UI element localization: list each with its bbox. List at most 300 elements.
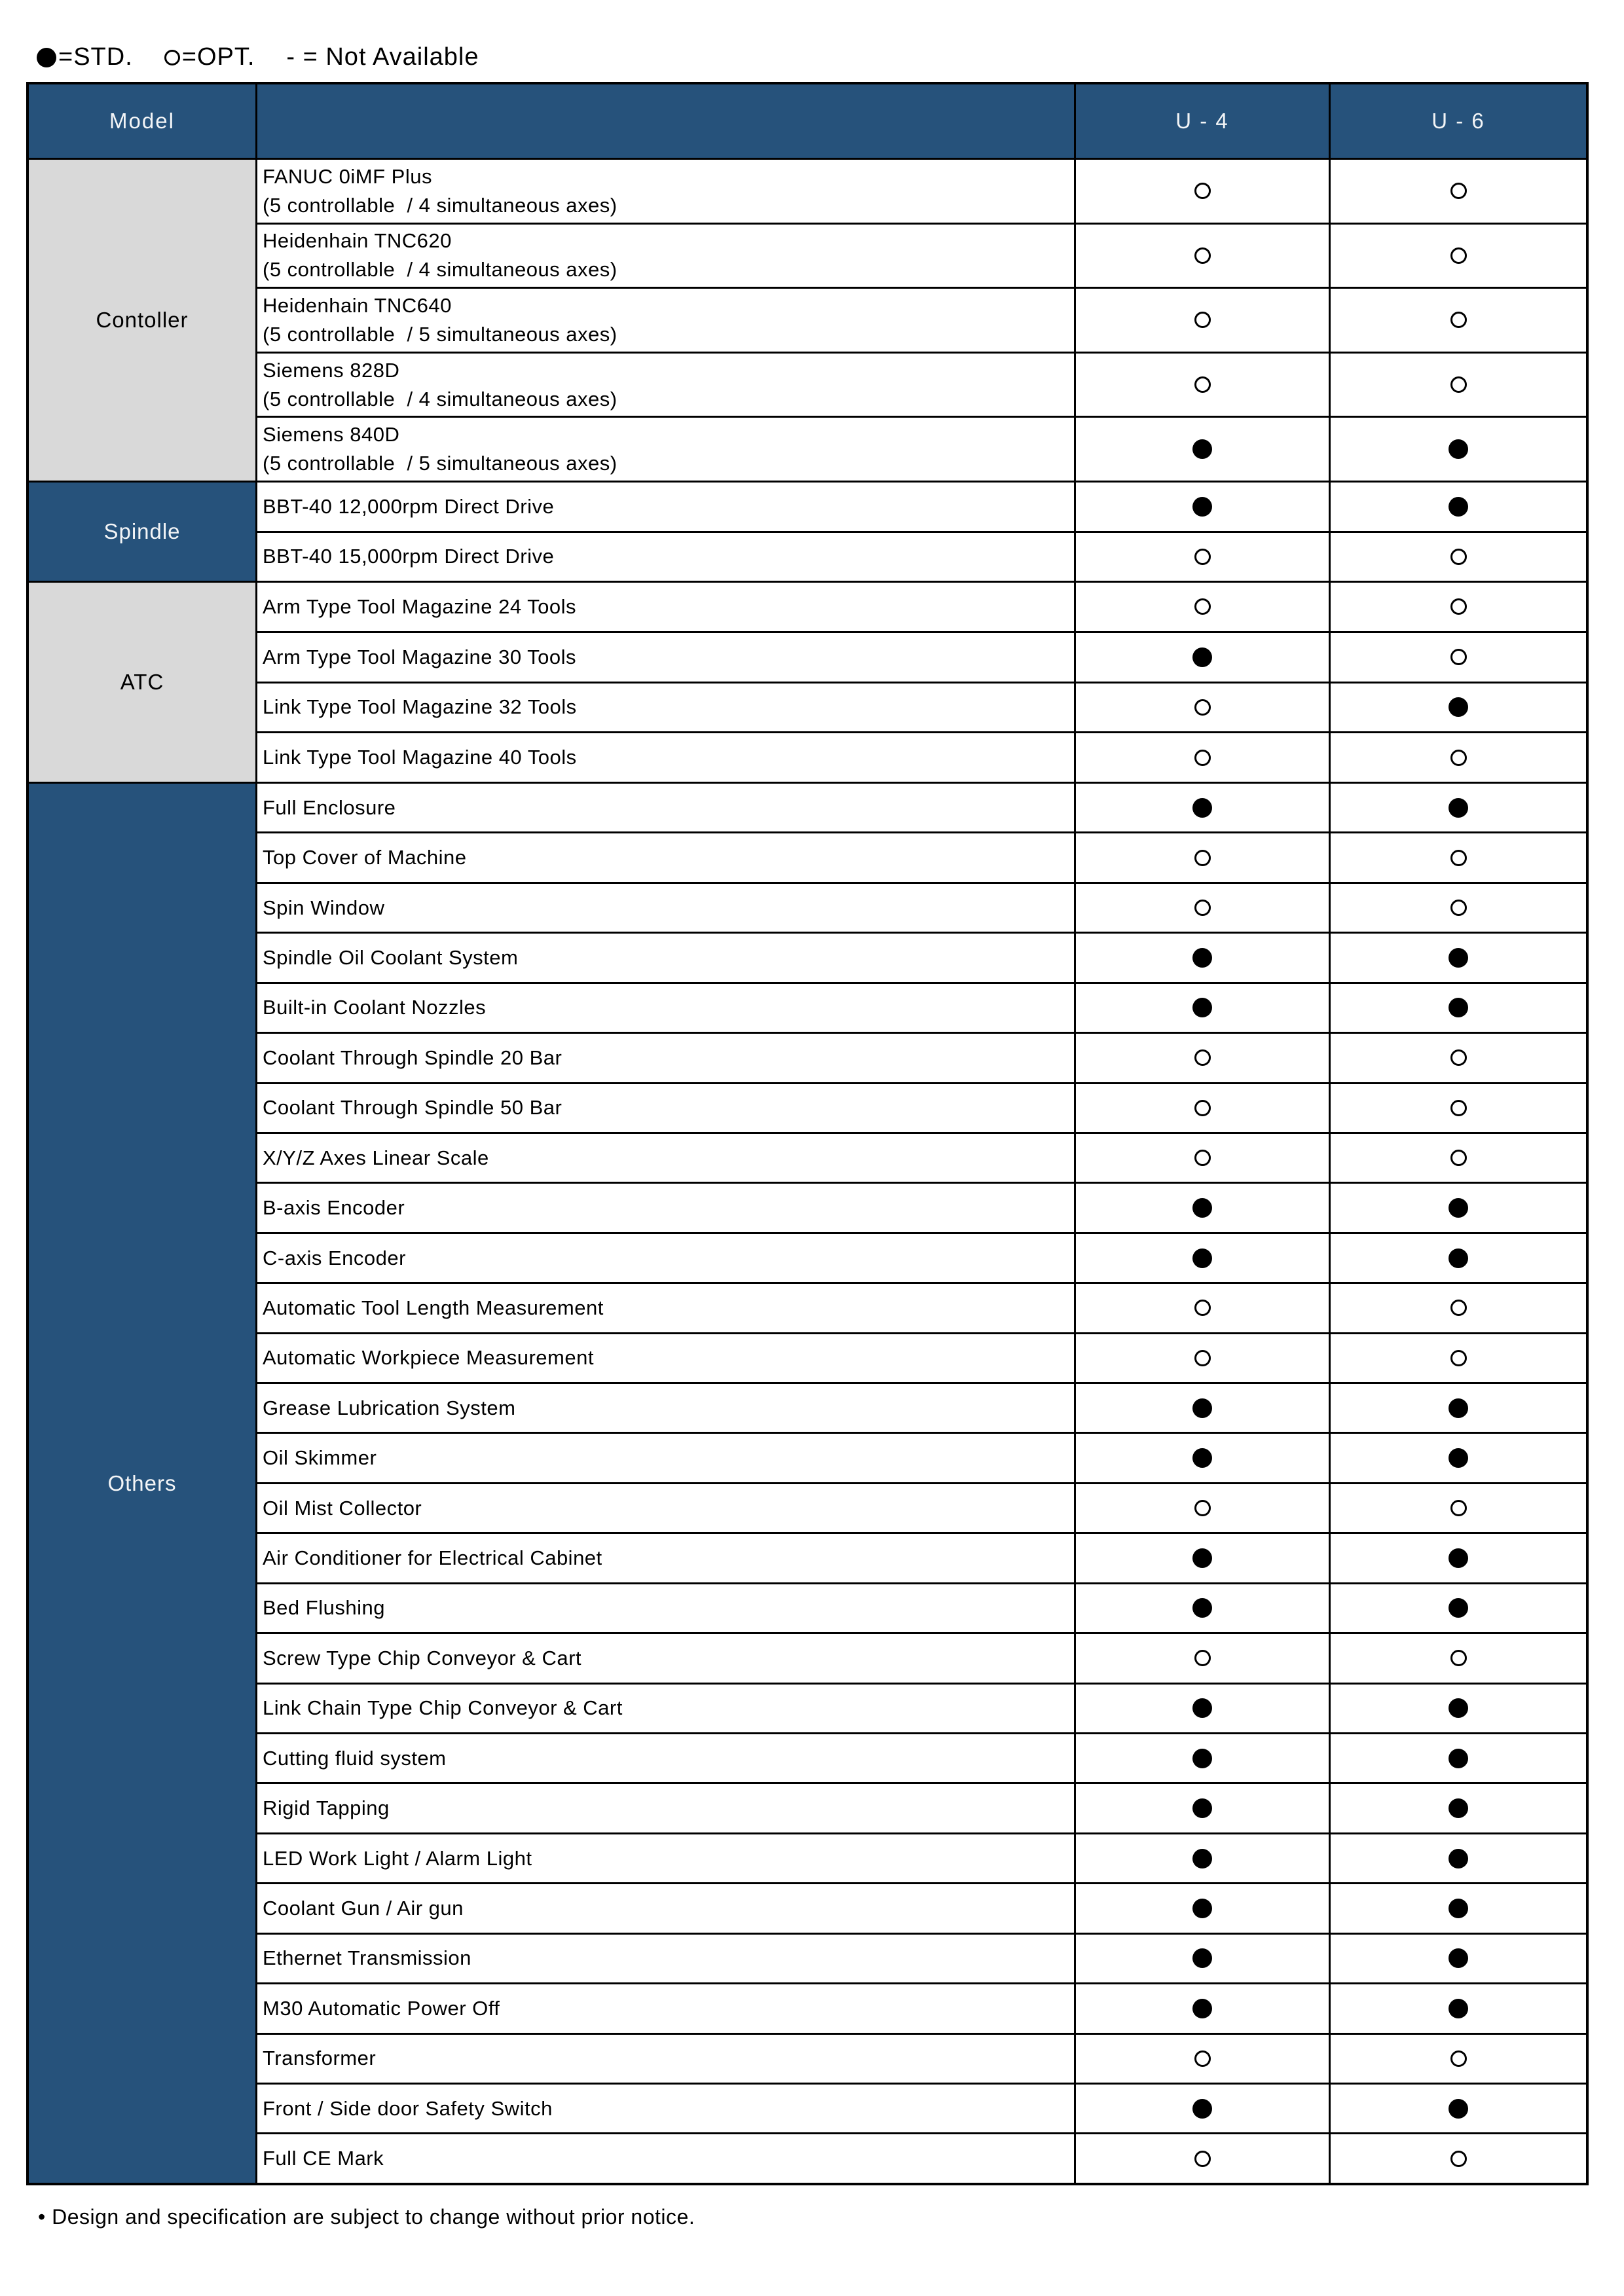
spec-row (257, 289, 1586, 352)
spec-row (257, 833, 1586, 881)
spec-row (257, 1634, 1586, 1682)
header-cell-u6: U - 6 (1331, 84, 1586, 158)
u6-value-cell (1331, 1484, 1586, 1532)
section-spindle (29, 483, 1586, 581)
spec-item-cell (257, 289, 1074, 352)
opt-hollow-circle-icon (1194, 2050, 1211, 2067)
u6-value-cell (1331, 1685, 1586, 1732)
spec-item-text: Siemens 828D (263, 358, 400, 382)
spec-row (257, 1935, 1586, 1982)
std-filled-circle-icon (1449, 1749, 1468, 1768)
opt-hollow-circle-icon (1194, 1150, 1211, 1166)
spec-item-cell (257, 1434, 1074, 1482)
spec-item-cell (257, 1584, 1074, 1632)
header-cell-item-spacer (257, 84, 1074, 158)
section-rows (257, 483, 1586, 581)
spec-item-cell (257, 1834, 1074, 1882)
u4-value-cell (1076, 1334, 1329, 1382)
spec-item-cell (257, 418, 1074, 481)
opt-hollow-circle-icon (1450, 1100, 1467, 1116)
opt-hollow-circle-icon (1194, 1049, 1211, 1066)
section-label-atc: ATC (29, 583, 255, 782)
spec-item-cell (257, 784, 1074, 831)
u4-value-cell (1076, 1034, 1329, 1082)
spec-item-cell (257, 533, 1074, 581)
spec-item-cell (257, 1634, 1074, 1682)
section-others (29, 784, 1586, 2183)
u4-value-cell (1076, 1784, 1329, 1832)
spec-item-text: Oil Skimmer (263, 1446, 377, 1470)
spec-row (257, 1534, 1586, 1582)
u6-value-cell (1331, 160, 1586, 223)
std-filled-circle-icon (1192, 1798, 1212, 1818)
legend-not-available (286, 43, 479, 71)
spec-row (257, 160, 1586, 223)
spec-item-cell (257, 583, 1074, 631)
spec-item-text: B-axis Encoder (263, 1196, 405, 1220)
u4-value-cell (1076, 533, 1329, 581)
spec-item-text: Cutting fluid system (263, 1746, 447, 1770)
opt-hollow-circle-icon (1450, 750, 1467, 766)
u4-value-cell (1076, 784, 1329, 831)
u4-value-cell (1076, 2035, 1329, 2083)
u6-value-cell (1331, 418, 1586, 481)
spec-item-cell (257, 1084, 1074, 1132)
u6-value-cell (1331, 683, 1586, 732)
u6-value-cell (1331, 1784, 1586, 1832)
opt-hollow-circle-icon (1450, 312, 1467, 328)
std-filled-circle-icon (1192, 1198, 1212, 1218)
spec-row (257, 1134, 1586, 1182)
spec-item-text: Spindle Oil Coolant System (263, 945, 519, 969)
u4-value-cell (1076, 884, 1329, 932)
opt-hollow-circle-icon (1194, 1100, 1211, 1116)
spec-item-cell (257, 2134, 1074, 2182)
opt-hollow-circle-icon (1194, 2151, 1211, 2167)
spec-item-text: Top Cover of Machine (263, 846, 467, 869)
u6-value-cell (1331, 1334, 1586, 1382)
u6-value-cell (1331, 884, 1586, 932)
spec-item-text: Air Conditioner for Electrical Cabinet (263, 1546, 602, 1570)
spec-row (257, 1984, 1586, 2032)
u6-value-cell (1331, 1184, 1586, 1231)
std-filled-circle-icon (1449, 497, 1468, 517)
spec-item-text: Link Type Tool Magazine 40 Tools (263, 746, 577, 769)
std-filled-circle-icon (1449, 1198, 1468, 1218)
spec-table (26, 82, 1589, 2185)
spec-item-cell (257, 1884, 1074, 1932)
spec-row (257, 1685, 1586, 1732)
std-filled-circle-icon (1192, 647, 1212, 667)
spec-row (257, 884, 1586, 932)
spec-item-cell (257, 1234, 1074, 1282)
u6-value-cell (1331, 1284, 1586, 1332)
section-rows (257, 160, 1586, 481)
std-filled-circle-icon (1449, 697, 1468, 717)
spec-item-text: LED Work Light / Alarm Light (263, 1846, 532, 1870)
spec-row (257, 1034, 1586, 1082)
u4-value-cell (1076, 1834, 1329, 1882)
opt-hollow-circle-icon (1194, 1350, 1211, 1366)
footnote: • Design and specification are subject to change without prior notice. (38, 2205, 695, 2229)
u4-value-cell (1076, 1384, 1329, 1432)
u4-value-cell (1076, 418, 1329, 481)
std-filled-circle-icon (1192, 1749, 1212, 1768)
std-filled-circle-icon (1449, 1899, 1468, 1918)
std-filled-circle-icon (1192, 1548, 1212, 1568)
opt-hollow-circle-icon (1194, 247, 1211, 264)
u6-value-cell (1331, 1384, 1586, 1432)
spec-item-text: Ethernet Transmission (263, 1946, 471, 1970)
section-rows (257, 583, 1586, 782)
table-body (29, 160, 1586, 2183)
u4-value-cell (1076, 1284, 1329, 1332)
u4-value-cell (1076, 1434, 1329, 1482)
opt-hollow-circle-icon (1450, 1300, 1467, 1316)
table-header-row (29, 84, 1586, 158)
spec-row (257, 1234, 1586, 1282)
spec-item-cell (257, 483, 1074, 531)
spec-item-cell (257, 833, 1074, 881)
section-rows (257, 784, 1586, 2183)
spec-item-text: Bed Flushing (263, 1596, 385, 1620)
spec-item-cell (257, 1734, 1074, 1782)
opt-hollow-circle-icon (1194, 376, 1211, 393)
spec-item-text: Built-in Coolant Nozzles (263, 996, 487, 1019)
u6-value-cell (1331, 1434, 1586, 1482)
std-filled-circle-icon (1449, 439, 1468, 459)
spec-item-text: Link Chain Type Chip Conveyor & Cart (263, 1696, 623, 1720)
opt-hollow-circle-icon (1450, 183, 1467, 199)
legend-std-label: =STD. (58, 43, 133, 71)
u6-value-cell (1331, 1984, 1586, 2032)
spec-item-text: Oil Mist Collector (263, 1496, 422, 1520)
spec-row (257, 483, 1586, 531)
u6-value-cell (1331, 1134, 1586, 1182)
spec-row (257, 1084, 1586, 1132)
spec-row (257, 1384, 1586, 1432)
u6-value-cell (1331, 1584, 1586, 1632)
spec-item-subtext: (5 controllable / 4 simultaneous axes) (263, 193, 618, 217)
opt-hollow-circle-icon (1194, 1650, 1211, 1666)
u4-value-cell (1076, 354, 1329, 416)
opt-hollow-circle-icon (1450, 649, 1467, 665)
spec-row (257, 984, 1586, 1032)
std-filled-circle-icon (1192, 798, 1212, 818)
section-contoller (29, 160, 1586, 481)
spec-item-cell (257, 1685, 1074, 1732)
u6-value-cell (1331, 984, 1586, 1032)
section-label-spindle: Spindle (29, 483, 255, 581)
opt-hollow-circle-icon (1194, 850, 1211, 866)
spec-item-text: Coolant Gun / Air gun (263, 1896, 464, 1920)
u6-value-cell (1331, 633, 1586, 682)
u6-value-cell (1331, 1634, 1586, 1682)
spec-item-cell (257, 1184, 1074, 1231)
std-filled-circle-icon (1449, 998, 1468, 1017)
spec-item-text: Transformer (263, 2047, 377, 2070)
spec-item-subtext: (5 controllable / 5 simultaneous axes) (263, 322, 618, 346)
u6-value-cell (1331, 2134, 1586, 2182)
opt-hollow-circle-icon (164, 50, 180, 65)
spec-row (257, 1184, 1586, 1231)
spec-item-text: BBT-40 12,000rpm Direct Drive (263, 494, 555, 518)
opt-hollow-circle-icon (1194, 183, 1211, 199)
opt-hollow-circle-icon (1450, 1150, 1467, 1166)
std-filled-circle-icon (1192, 1598, 1212, 1618)
std-filled-circle-icon (1449, 798, 1468, 818)
spec-item-cell (257, 1935, 1074, 1982)
spec-item-text: Full CE Mark (263, 2147, 384, 2170)
std-filled-circle-icon (1449, 1798, 1468, 1818)
opt-hollow-circle-icon (1450, 1350, 1467, 1366)
std-filled-circle-icon (1192, 1398, 1212, 1418)
legend (37, 43, 510, 71)
spec-item-cell (257, 1134, 1074, 1182)
std-filled-circle-icon (1192, 1698, 1212, 1718)
u4-value-cell (1076, 2085, 1329, 2132)
spec-item-text: M30 Automatic Power Off (263, 1996, 500, 2020)
spec-row (257, 1734, 1586, 1782)
opt-hollow-circle-icon (1450, 2050, 1467, 2067)
u4-value-cell (1076, 1984, 1329, 2032)
spec-item-cell (257, 354, 1074, 416)
std-filled-circle-icon (1192, 1448, 1212, 1468)
spec-item-cell (257, 1034, 1074, 1082)
spec-item-cell (257, 934, 1074, 981)
spec-item-text: Coolant Through Spindle 50 Bar (263, 1096, 563, 1120)
std-filled-circle-icon (1449, 1548, 1468, 1568)
std-filled-circle-icon (1192, 1849, 1212, 1868)
spec-row (257, 633, 1586, 682)
spec-item-cell (257, 984, 1074, 1032)
spec-item-cell (257, 1484, 1074, 1532)
std-filled-circle-icon (1449, 1248, 1468, 1268)
u4-value-cell (1076, 1584, 1329, 1632)
std-filled-circle-icon (1192, 439, 1212, 459)
opt-hollow-circle-icon (1450, 1500, 1467, 1516)
opt-hollow-circle-icon (1194, 312, 1211, 328)
u4-value-cell (1076, 1685, 1329, 1732)
std-filled-circle-icon (1449, 1849, 1468, 1868)
spec-row (257, 784, 1586, 831)
u4-value-cell (1076, 2134, 1329, 2182)
u6-value-cell (1331, 1884, 1586, 1932)
spec-row (257, 583, 1586, 631)
opt-hollow-circle-icon (1450, 850, 1467, 866)
u6-value-cell (1331, 1084, 1586, 1132)
std-filled-circle-icon (1192, 948, 1212, 968)
spec-row (257, 1834, 1586, 1882)
header-cell-model: Model (29, 84, 255, 158)
spec-row (257, 2134, 1586, 2182)
spec-item-cell (257, 1534, 1074, 1582)
u4-value-cell (1076, 934, 1329, 981)
u6-value-cell (1331, 1734, 1586, 1782)
spec-item-text: Screw Type Chip Conveyor & Cart (263, 1646, 582, 1669)
std-filled-circle-icon (1449, 2099, 1468, 2119)
u4-value-cell (1076, 1184, 1329, 1231)
spec-row (257, 733, 1586, 782)
std-filled-circle-icon (1449, 1598, 1468, 1618)
opt-hollow-circle-icon (1450, 376, 1467, 393)
spec-item-cell (257, 1784, 1074, 1832)
spec-item-subtext: (5 controllable / 4 simultaneous axes) (263, 387, 618, 410)
u4-value-cell (1076, 1935, 1329, 1982)
opt-hollow-circle-icon (1450, 549, 1467, 565)
spec-item-cell (257, 733, 1074, 782)
spec-item-text: C-axis Encoder (263, 1246, 406, 1269)
u4-value-cell (1076, 1484, 1329, 1532)
u6-value-cell (1331, 225, 1586, 287)
spec-row (257, 1884, 1586, 1932)
std-filled-circle-icon (37, 48, 56, 67)
spec-item-cell (257, 1384, 1074, 1432)
spec-row (257, 225, 1586, 287)
spec-item-cell (257, 1284, 1074, 1332)
u4-value-cell (1076, 1884, 1329, 1932)
std-filled-circle-icon (1192, 1248, 1212, 1268)
spec-item-subtext: (5 controllable / 4 simultaneous axes) (263, 258, 618, 282)
section-atc (29, 583, 1586, 782)
spec-row (257, 354, 1586, 416)
opt-hollow-circle-icon (1194, 750, 1211, 766)
spec-item-cell (257, 1334, 1074, 1382)
spec-item-text: Arm Type Tool Magazine 30 Tools (263, 645, 577, 668)
spec-item-text: Rigid Tapping (263, 1796, 390, 1820)
section-label-others: Others (29, 784, 255, 2183)
spec-item-cell (257, 2035, 1074, 2083)
u4-value-cell (1076, 1534, 1329, 1582)
std-filled-circle-icon (1192, 2099, 1212, 2119)
u6-value-cell (1331, 733, 1586, 782)
spec-item-text: X/Y/Z Axes Linear Scale (263, 1146, 489, 1169)
u6-value-cell (1331, 784, 1586, 831)
std-filled-circle-icon (1449, 1448, 1468, 1468)
spec-item-text: Automatic Tool Length Measurement (263, 1296, 604, 1319)
spec-row (257, 2085, 1586, 2132)
spec-row (257, 533, 1586, 581)
spec-row (257, 1334, 1586, 1382)
u6-value-cell (1331, 1534, 1586, 1582)
std-filled-circle-icon (1449, 1698, 1468, 1718)
opt-hollow-circle-icon (1194, 549, 1211, 565)
u4-value-cell (1076, 483, 1329, 531)
spec-item-cell (257, 160, 1074, 223)
spec-row (257, 2035, 1586, 2083)
u4-value-cell (1076, 1084, 1329, 1132)
legend-na-label: - = Not Available (286, 43, 479, 71)
u6-value-cell (1331, 289, 1586, 352)
opt-hollow-circle-icon (1194, 699, 1211, 716)
spec-item-text: BBT-40 15,000rpm Direct Drive (263, 545, 555, 568)
u6-value-cell (1331, 1935, 1586, 1982)
opt-hollow-circle-icon (1194, 900, 1211, 916)
spec-row (257, 1784, 1586, 1832)
u4-value-cell (1076, 583, 1329, 631)
u6-value-cell (1331, 833, 1586, 881)
legend-std (37, 43, 133, 71)
spec-row (257, 1284, 1586, 1332)
spec-item-text: Arm Type Tool Magazine 24 Tools (263, 594, 577, 618)
spec-row (257, 418, 1586, 481)
spec-item-cell (257, 884, 1074, 932)
u4-value-cell (1076, 160, 1329, 223)
u4-value-cell (1076, 683, 1329, 732)
spec-item-text: Spin Window (263, 896, 385, 919)
opt-hollow-circle-icon (1450, 598, 1467, 615)
spec-item-text: Heidenhain TNC620 (263, 229, 452, 253)
opt-hollow-circle-icon (1450, 247, 1467, 264)
std-filled-circle-icon (1449, 1999, 1468, 2018)
u4-value-cell (1076, 833, 1329, 881)
u4-value-cell (1076, 984, 1329, 1032)
u4-value-cell (1076, 1134, 1329, 1182)
spec-item-text: FANUC 0iMF Plus (263, 164, 432, 188)
spec-row (257, 934, 1586, 981)
legend-opt-label: =OPT. (181, 43, 255, 71)
spec-row (257, 683, 1586, 732)
spec-item-text: Front / Side door Safety Switch (263, 2096, 553, 2120)
std-filled-circle-icon (1449, 1398, 1468, 1418)
spec-item-cell (257, 2085, 1074, 2132)
opt-hollow-circle-icon (1450, 1049, 1467, 1066)
std-filled-circle-icon (1449, 1948, 1468, 1968)
opt-hollow-circle-icon (1450, 2151, 1467, 2167)
opt-hollow-circle-icon (1194, 1500, 1211, 1516)
u6-value-cell (1331, 1234, 1586, 1282)
spec-row (257, 1484, 1586, 1532)
std-filled-circle-icon (1192, 497, 1212, 517)
opt-hollow-circle-icon (1194, 598, 1211, 615)
u4-value-cell (1076, 1734, 1329, 1782)
spec-item-text: Automatic Workpiece Measurement (263, 1346, 594, 1370)
spec-item-text: Siemens 840D (263, 423, 400, 446)
u6-value-cell (1331, 1834, 1586, 1882)
spec-item-text: Heidenhain TNC640 (263, 293, 452, 317)
u6-value-cell (1331, 533, 1586, 581)
spec-item-text: Link Type Tool Magazine 32 Tools (263, 695, 577, 719)
u4-value-cell (1076, 633, 1329, 682)
u6-value-cell (1331, 483, 1586, 531)
spec-item-text: Full Enclosure (263, 795, 396, 819)
u6-value-cell (1331, 2035, 1586, 2083)
u4-value-cell (1076, 1234, 1329, 1282)
u6-value-cell (1331, 2085, 1586, 2132)
u4-value-cell (1076, 225, 1329, 287)
u4-value-cell (1076, 733, 1329, 782)
spec-row (257, 1584, 1586, 1632)
std-filled-circle-icon (1192, 1999, 1212, 2018)
spec-item-cell (257, 225, 1074, 287)
u4-value-cell (1076, 289, 1329, 352)
spec-item-cell (257, 633, 1074, 682)
spec-item-subtext: (5 controllable / 5 simultaneous axes) (263, 452, 618, 475)
legend-opt (164, 43, 255, 71)
opt-hollow-circle-icon (1450, 1650, 1467, 1666)
std-filled-circle-icon (1192, 1899, 1212, 1918)
u6-value-cell (1331, 934, 1586, 981)
u6-value-cell (1331, 354, 1586, 416)
header-cell-u4: U - 4 (1076, 84, 1329, 158)
std-filled-circle-icon (1449, 948, 1468, 968)
std-filled-circle-icon (1192, 998, 1212, 1017)
spec-item-cell (257, 1984, 1074, 2032)
spec-item-text: Coolant Through Spindle 20 Bar (263, 1046, 563, 1069)
opt-hollow-circle-icon (1194, 1300, 1211, 1316)
u6-value-cell (1331, 1034, 1586, 1082)
opt-hollow-circle-icon (1450, 900, 1467, 916)
